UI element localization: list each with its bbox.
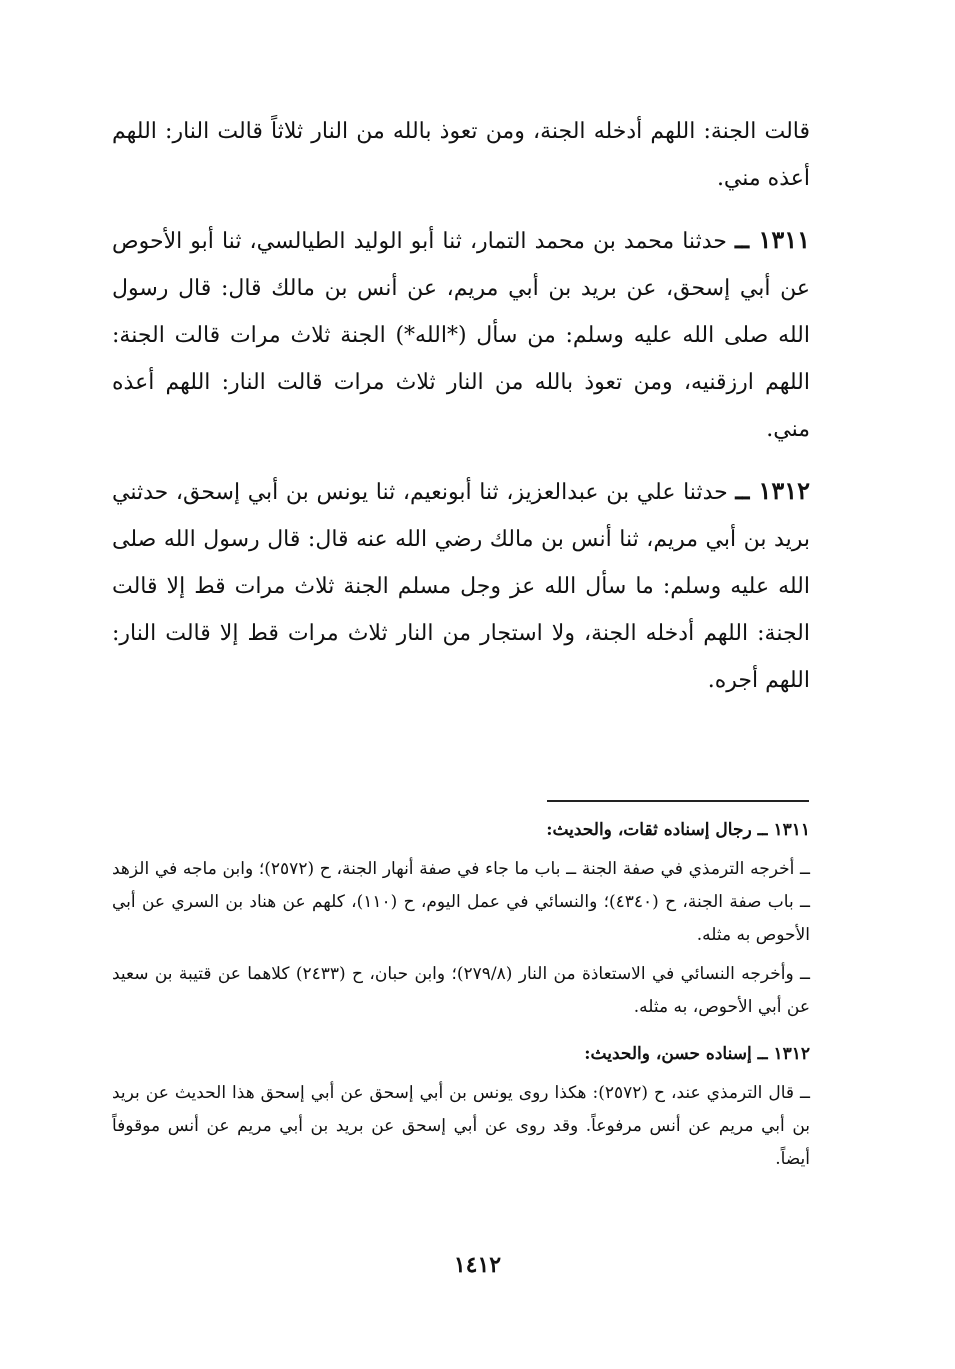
footnote-heading: ١٣١٢ ــ إسناده حسن، والحديث: bbox=[584, 1044, 810, 1064]
footnote-paragraph: ــ قال الترمذي عند، ح (٢٥٧٢): هكذا روى يونس بن أبي إسحق عن أبي إسحق هذا الحديث عن بريد بن أبي مريم عن أنس مرفوعاً. وقد روى عن أبي إسحق عن بريد بن أبي مريم عن أنس موقوفاً أيضاً. bbox=[112, 1083, 810, 1169]
hadith-text: حدثنا محمد بن محمد التمار، ثنا أبو الوليد الطيالسي، ثنا أبو الأحوص عن أبي إسحق، عن بريد بن أبي مريم، عن أنس بن مالك قال: قال رسول الله صلى الله عليه وسلم: من سأل (*الله*) الجنة ثلاث مرات قالت الجنة: اللهم ارزقنيه، ومن تعوذ بالله من النار ثلاث مرات قالت النار: اللهم أعذه مني. bbox=[112, 229, 810, 442]
footnote-divider bbox=[547, 800, 809, 802]
footnotes bbox=[112, 814, 810, 1190]
footnote-1311 bbox=[112, 814, 810, 1024]
footnote-heading: ١٣١١ ــ رجال إسناده ثقات، والحديث: bbox=[546, 820, 810, 840]
main-text bbox=[112, 108, 810, 718]
hadith-number: ١٣١٢ ــ bbox=[735, 476, 811, 505]
continuation-paragraph: قالت الجنة: اللهم أدخله الجنة، ومن تعوذ بالله من النار ثلاثاً قالت النار: اللهم أعذه مني. bbox=[112, 119, 810, 191]
footnote-paragraph: ــ وأخرجه النسائي في الاستعاذة من النار (٢٧٩/٨)؛ وابن حبان، ح (٢٤٣٣) كلاهما عن قتيبة بن سعيد عن أبي الأحوص، به مثله. bbox=[112, 964, 811, 1017]
footnote-1312 bbox=[112, 1038, 810, 1176]
footnote-paragraph: ــ أخرجه الترمذي في صفة الجنة ــ باب ما جاء في صفة أنهار الجنة، ح (٢٥٧٢)؛ وابن ماجه في الزهد ــ باب صفة الجنة، ح (٤٣٤٠)؛ والنسائي في عمل اليوم، ح (١١٠)، كلهم عن هناد بن السري عن أبي الأحوص به مثله. bbox=[112, 859, 810, 945]
hadith-1312 bbox=[112, 467, 810, 704]
hadith-1311 bbox=[112, 216, 810, 453]
page-number: ١٤١٢ bbox=[453, 1252, 502, 1278]
hadith-number: ١٣١١ ــ bbox=[734, 225, 811, 254]
hadith-text: حدثنا علي بن عبدالعزيز، ثنا أبونعيم، ثنا يونس بن أبي إسحق، حدثني بريد بن أبي مريم، ثنا أنس بن مالك رضي الله عنه قال: قال رسول الله صلى الله عليه وسلم: ما سأل الله عز وجل مسلم الجنة ثلاث مرات قط إلا قالت الجنة: اللهم أدخله الجنة، ولا استجار من النار ثلاث مرات قط إلا قالت النار: اللهم أجره. bbox=[112, 480, 810, 693]
